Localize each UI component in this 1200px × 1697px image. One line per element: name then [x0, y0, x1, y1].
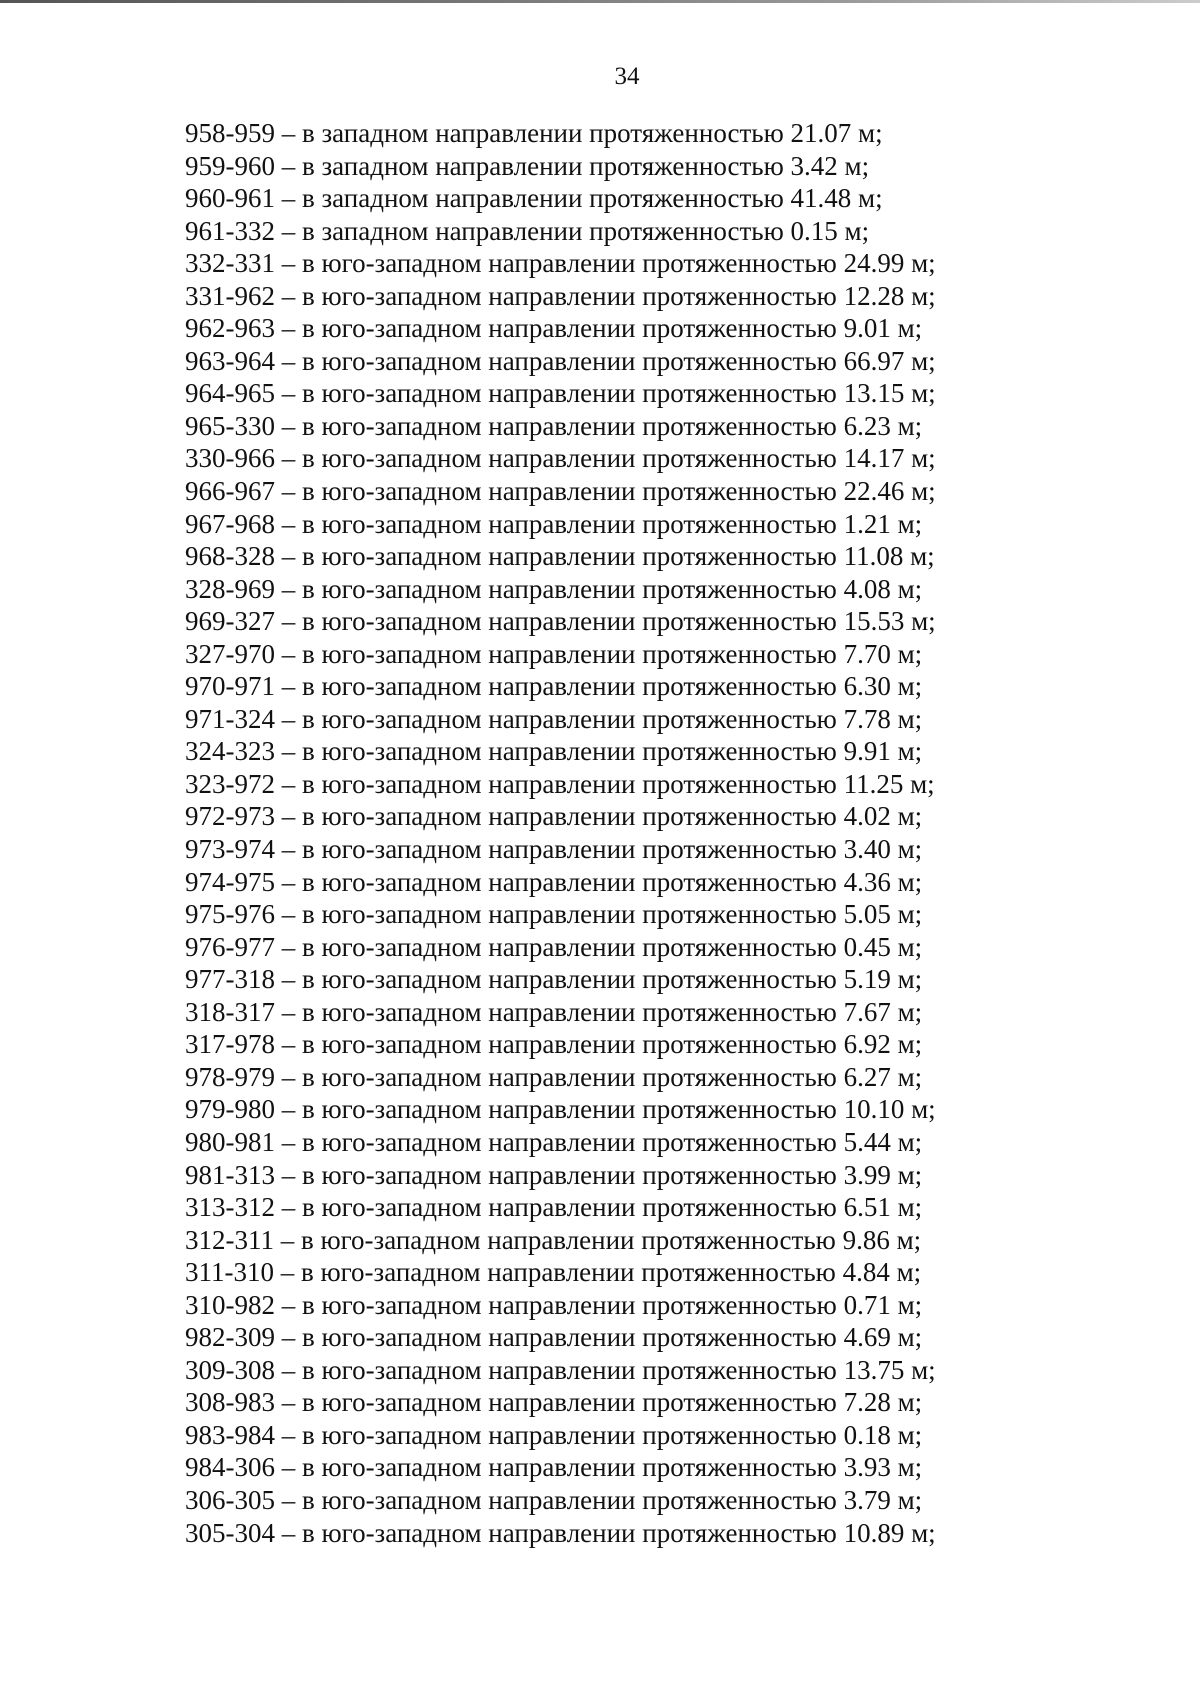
boundary-segment-line: 305-304 – в юго-западном направлении протяженностью 10.89 м;: [185, 1517, 936, 1548]
boundary-segment-line: 976-977 – в юго-западном направлении протяженностью 0.45 м;: [185, 931, 923, 962]
boundary-segment-line: 323-972 – в юго-западном направлении протяженностью 11.25 м;: [185, 768, 935, 799]
boundary-segment-line: 973-974 – в юго-западном направлении протяженностью 3.40 м;: [185, 834, 923, 865]
boundary-segment-line: 332-331 – в юго-западном направлении протяженностью 24.99 м;: [185, 248, 936, 279]
boundary-segment-line: 958-959 – в западном направлении протяженностью 21.07 м;: [185, 118, 883, 148]
boundary-segment-line: 982-309 – в юго-западном направлении протяженностью 4.69 м;: [185, 1322, 923, 1353]
boundary-segment-line: 306-305 – в юго-западном направлении протяженностью 3.79 м;: [185, 1484, 923, 1515]
boundary-segment-line: 970-971 – в юго-западном направлении протяженностью 6.30 м;: [185, 671, 923, 702]
boundary-segment-line: 960-961 – в западном направлении протяженностью 41.48 м;: [185, 183, 883, 214]
boundary-segment-line: 312-311 – в юго-западном направлении протяженностью 9.86 м;: [185, 1224, 922, 1255]
boundary-segment-line: 331-962 – в юго-западном направлении протяженностью 12.28 м;: [185, 280, 936, 311]
boundary-segment-line: 964-965 – в юго-западном направлении протяженностью 13.15 м;: [185, 378, 936, 409]
boundary-segment-list: [185, 117, 936, 1549]
boundary-segment-line: 972-973 – в юго-западном направлении протяженностью 4.02 м;: [185, 801, 923, 832]
boundary-segment-line: 981-313 – в юго-западном направлении протяженностью 3.99 м;: [185, 1159, 923, 1190]
boundary-segment-line: 317-978 – в юго-западном направлении протяженностью 6.92 м;: [185, 1029, 923, 1060]
boundary-segment-line: 966-967 – в юго-западном направлении протяженностью 22.46 м;: [185, 476, 936, 507]
boundary-segment-line: 308-983 – в юго-западном направлении протяженностью 7.28 м;: [185, 1387, 923, 1418]
boundary-segment-line: 962-963 – в юго-западном направлении протяженностью 9.01 м;: [185, 313, 923, 344]
boundary-segment-line: 961-332 – в западном направлении протяженностью 0.15 м;: [185, 215, 870, 246]
boundary-segment-line: 313-312 – в юго-западном направлении протяженностью 6.51 м;: [185, 1192, 923, 1223]
top-border-line: [0, 0, 1200, 3]
boundary-segment-line: 977-318 – в юго-западном направлении протяженностью 5.19 м;: [185, 964, 923, 995]
boundary-segment-line: 971-324 – в юго-западном направлении протяженностью 7.78 м;: [185, 703, 923, 734]
boundary-segment-line: 327-970 – в юго-западном направлении протяженностью 7.70 м;: [185, 638, 923, 669]
boundary-segment-line: 984-306 – в юго-западном направлении протяженностью 3.93 м;: [185, 1452, 923, 1483]
boundary-segment-line: 330-966 – в юго-западном направлении протяженностью 14.17 м;: [185, 443, 936, 474]
page-number: 34: [614, 63, 640, 90]
boundary-segment-line: 965-330 – в юго-западном направлении протяженностью 6.23 м;: [185, 410, 923, 441]
boundary-segment-line: 318-317 – в юго-западном направлении протяженностью 7.67 м;: [185, 996, 923, 1027]
boundary-segment-line: 979-980 – в юго-западном направлении протяженностью 10.10 м;: [185, 1094, 936, 1125]
boundary-segment-line: 974-975 – в юго-западном направлении протяженностью 4.36 м;: [185, 866, 923, 897]
boundary-segment-line: 968-328 – в юго-западном направлении протяженностью 11.08 м;: [185, 541, 935, 572]
boundary-segment-line: 310-982 – в юго-западном направлении протяженностью 0.71 м;: [185, 1289, 923, 1320]
boundary-segment-line: 309-308 – в юго-западном направлении протяженностью 13.75 м;: [185, 1354, 936, 1385]
boundary-segment-line: 328-969 – в юго-западном направлении протяженностью 4.08 м;: [185, 573, 923, 604]
boundary-segment-line: 311-310 – в юго-западном направлении протяженностью 4.84 м;: [185, 1257, 922, 1288]
boundary-segment-line: 980-981 – в юго-западном направлении протяженностью 5.44 м;: [185, 1126, 923, 1157]
boundary-segment-line: 967-968 – в юго-западном направлении протяженностью 1.21 м;: [185, 508, 923, 539]
boundary-segment-line: 969-327 – в юго-западном направлении протяженностью 15.53 м;: [185, 606, 936, 637]
boundary-segment-line: 963-964 – в юго-западном направлении протяженностью 66.97 м;: [185, 345, 936, 376]
boundary-segment-line: 959-960 – в западном направлении протяженностью 3.42 м;: [185, 150, 870, 181]
boundary-segment-line: 324-323 – в юго-западном направлении протяженностью 9.91 м;: [185, 736, 923, 767]
boundary-segment-line: 983-984 – в юго-западном направлении протяженностью 0.18 м;: [185, 1419, 923, 1450]
boundary-segment-line: 978-979 – в юго-западном направлении протяженностью 6.27 м;: [185, 1061, 923, 1092]
boundary-segment-line: 975-976 – в юго-западном направлении протяженностью 5.05 м;: [185, 899, 923, 930]
